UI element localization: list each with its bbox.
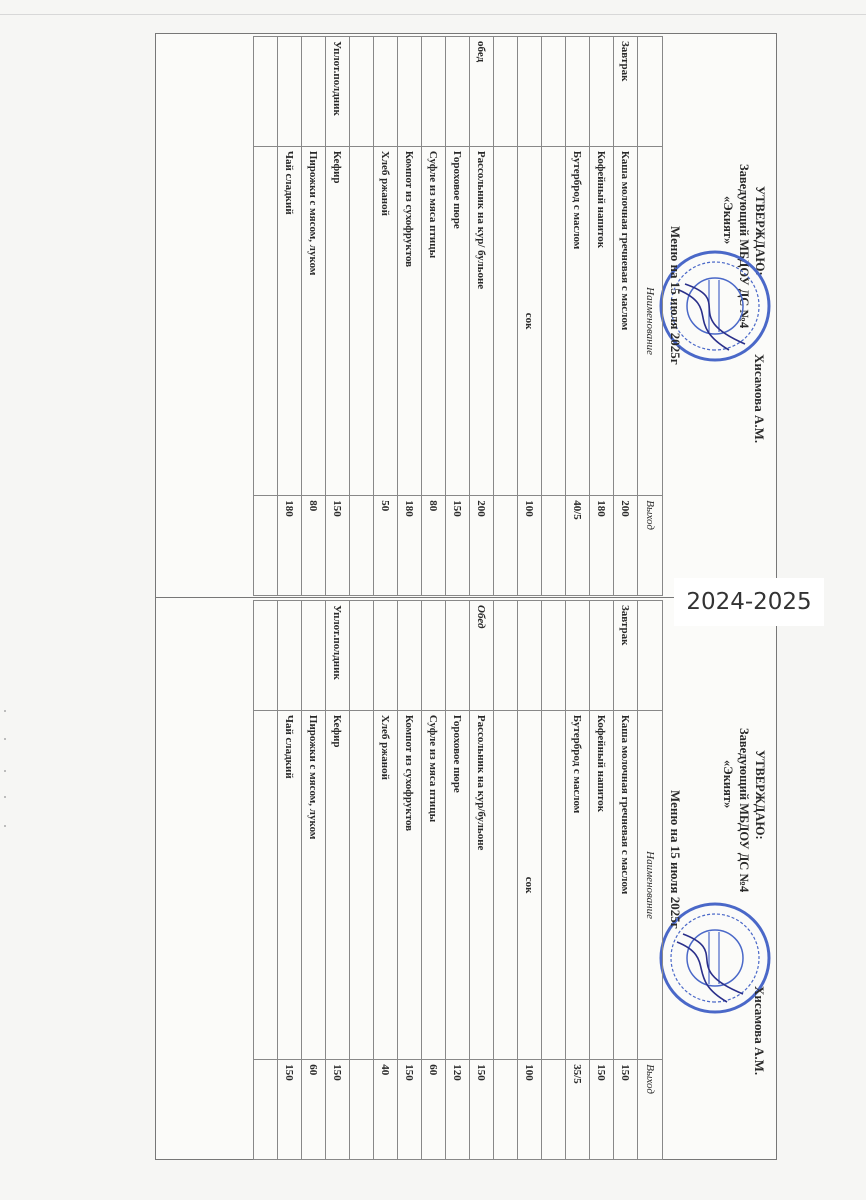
output-cell (494, 496, 518, 596)
table-row (614, 37, 638, 596)
meal-cell (374, 37, 398, 147)
meal-cell (278, 601, 302, 711)
table-row (374, 601, 398, 1160)
scan-dust-marks (0, 700, 14, 840)
menu-table (253, 36, 663, 596)
output-cell: 150 (470, 1060, 494, 1160)
col-header-output: Выход (638, 1060, 663, 1160)
table-row (518, 601, 542, 1160)
table-row (398, 37, 422, 596)
table-row (590, 601, 614, 1160)
output-cell: 150 (614, 1060, 638, 1160)
meal-cell (446, 37, 470, 147)
menu-header (665, 36, 775, 596)
table-row (446, 37, 470, 596)
dish-cell: Чай сладкий (278, 710, 302, 1059)
dish-cell: Пирожки с мясом, луком (302, 710, 326, 1059)
output-cell: 40 (374, 1060, 398, 1160)
table-row (326, 37, 350, 596)
output-cell (494, 1060, 518, 1160)
dish-cell: Кофейный напиток (590, 710, 614, 1059)
output-cell: 200 (614, 496, 638, 596)
table-row (470, 601, 494, 1160)
dish-cell: Хлеб ржаной (374, 710, 398, 1059)
dish-cell: Чай сладкий (278, 146, 302, 495)
output-cell: 180 (590, 496, 614, 596)
dish-cell (542, 146, 566, 495)
dish-cell: Суфле из мяса птицы (422, 710, 446, 1059)
dish-cell: сок (518, 146, 542, 495)
menu-table (253, 600, 663, 1160)
dish-cell: Кефир (326, 710, 350, 1059)
output-cell: 60 (302, 1060, 326, 1160)
meal-cell: обед (470, 37, 494, 147)
dish-cell (350, 146, 374, 495)
dish-cell: Каша молочная гречневая с маслом (614, 146, 638, 495)
output-cell: 120 (446, 1060, 470, 1160)
dish-cell: Гороховое пюре (446, 710, 470, 1059)
col-header-meal (638, 601, 663, 711)
dish-cell: сок (518, 710, 542, 1059)
table-row (494, 37, 518, 596)
meal-cell (590, 37, 614, 147)
year-label: 2024-2025 (674, 578, 824, 626)
signer-name: Хисамова А.М. (752, 354, 767, 444)
meal-cell (374, 601, 398, 711)
dish-cell: Рассольник на кур/бульоне (470, 710, 494, 1059)
meal-cell (350, 37, 374, 147)
dish-cell: Компот из сухофруктов (398, 146, 422, 495)
table-row (494, 601, 518, 1160)
dish-cell: Бутерброд с маслом (566, 146, 590, 495)
dish-cell: Каша молочная гречневая с маслом (614, 710, 638, 1059)
table-header-row (638, 601, 663, 1160)
menu-header (665, 600, 775, 1160)
table-row (254, 37, 278, 596)
dish-cell: Бутерброд с маслом (566, 710, 590, 1059)
table-row (542, 601, 566, 1160)
output-cell: 100 (518, 1060, 542, 1160)
table-row (542, 37, 566, 596)
col-header-dish: Наименование (638, 710, 663, 1059)
dish-cell: Рассольник на кур/ бульоне (470, 146, 494, 495)
meal-cell (542, 37, 566, 147)
output-cell: 35/5 (566, 1060, 590, 1160)
dish-cell: Хлеб ржаной (374, 146, 398, 495)
output-cell: 40/5 (566, 496, 590, 596)
output-cell: 150 (590, 1060, 614, 1160)
table-row (518, 37, 542, 596)
col-header-meal (638, 37, 663, 147)
meal-cell (302, 601, 326, 711)
table-row (566, 601, 590, 1160)
menu-date-title: Меню на 15 июля 2025г (668, 790, 683, 929)
output-cell: 150 (326, 1060, 350, 1160)
output-cell (350, 496, 374, 596)
output-cell: 180 (278, 496, 302, 596)
dish-cell (494, 146, 518, 495)
table-row (470, 37, 494, 596)
dish-cell (542, 710, 566, 1059)
meal-cell (494, 37, 518, 147)
table-header-row (638, 37, 663, 596)
meal-cell (350, 601, 374, 711)
output-cell (350, 1060, 374, 1160)
approve-org: Заведующий МБДОУ ДС №4 (737, 728, 751, 893)
meal-cell (566, 601, 590, 711)
menu-date-title: Меню на 15 июля 2025г (668, 226, 683, 365)
output-cell: 60 (422, 1060, 446, 1160)
table-row (422, 601, 446, 1160)
dish-cell: Кофейный напиток (590, 146, 614, 495)
scan-edge-line (0, 14, 866, 15)
table-row (374, 37, 398, 596)
output-cell: 200 (470, 496, 494, 596)
table-row (278, 37, 302, 596)
output-cell: 80 (422, 496, 446, 596)
table-row (422, 37, 446, 596)
meal-cell (494, 601, 518, 711)
output-cell: 150 (326, 496, 350, 596)
dish-cell: Гороховое пюре (446, 146, 470, 495)
output-cell (542, 1060, 566, 1160)
meal-cell (398, 37, 422, 147)
dish-cell: Кефир (326, 146, 350, 495)
menu-block-lower (155, 600, 775, 1160)
table-row (350, 37, 374, 596)
meal-cell (542, 601, 566, 711)
dish-cell (350, 710, 374, 1059)
table-row (590, 37, 614, 596)
approve-name: «Экият» (721, 760, 735, 809)
dish-cell (254, 146, 278, 495)
output-cell: 180 (398, 496, 422, 596)
table-row (326, 601, 350, 1160)
meal-cell (566, 37, 590, 147)
meal-cell (254, 37, 278, 147)
meal-cell (254, 601, 278, 711)
output-cell (254, 496, 278, 596)
signer-name: Хисамова А.М. (752, 986, 767, 1076)
dish-cell (494, 710, 518, 1059)
meal-cell (398, 601, 422, 711)
meal-cell: Уплот.полдник (326, 601, 350, 711)
meal-cell: Завтрак (614, 601, 638, 711)
approve-name: «Экият» (721, 196, 735, 245)
approve-title: УТВЕРЖДАЮ: (753, 186, 767, 276)
meal-cell (590, 601, 614, 711)
meal-cell (422, 37, 446, 147)
col-header-dish: Наименование (638, 146, 663, 495)
approve-title: УТВЕРЖДАЮ: (753, 750, 767, 840)
output-cell (254, 1060, 278, 1160)
table-row (398, 601, 422, 1160)
table-row (446, 601, 470, 1160)
output-cell: 150 (398, 1060, 422, 1160)
output-cell: 150 (446, 496, 470, 596)
table-row (614, 601, 638, 1160)
table-row (302, 37, 326, 596)
table-row (278, 601, 302, 1160)
output-cell: 150 (278, 1060, 302, 1160)
output-cell: 100 (518, 496, 542, 596)
table-row (302, 601, 326, 1160)
dish-cell: Пирожки с мясом, луком (302, 146, 326, 495)
menu-block-upper (155, 36, 775, 596)
output-cell: 80 (302, 496, 326, 596)
table-row (350, 601, 374, 1160)
meal-cell: Обед (470, 601, 494, 711)
meal-cell (518, 37, 542, 147)
meal-cell (302, 37, 326, 147)
meal-cell (278, 37, 302, 147)
output-cell (542, 496, 566, 596)
approve-org: Заведующий МБДОУ ДС №4 (737, 164, 751, 329)
col-header-output: Выход (638, 496, 663, 596)
dish-cell: Компот из сухофруктов (398, 710, 422, 1059)
table-row (254, 601, 278, 1160)
table-row (566, 37, 590, 596)
meal-cell: Завтрак (614, 37, 638, 147)
meal-cell (518, 601, 542, 711)
output-cell: 50 (374, 496, 398, 596)
dish-cell: Суфле из мяса птицы (422, 146, 446, 495)
meal-cell (446, 601, 470, 711)
meal-cell (422, 601, 446, 711)
dish-cell (254, 710, 278, 1059)
meal-cell: Уплот.полдник (326, 37, 350, 147)
